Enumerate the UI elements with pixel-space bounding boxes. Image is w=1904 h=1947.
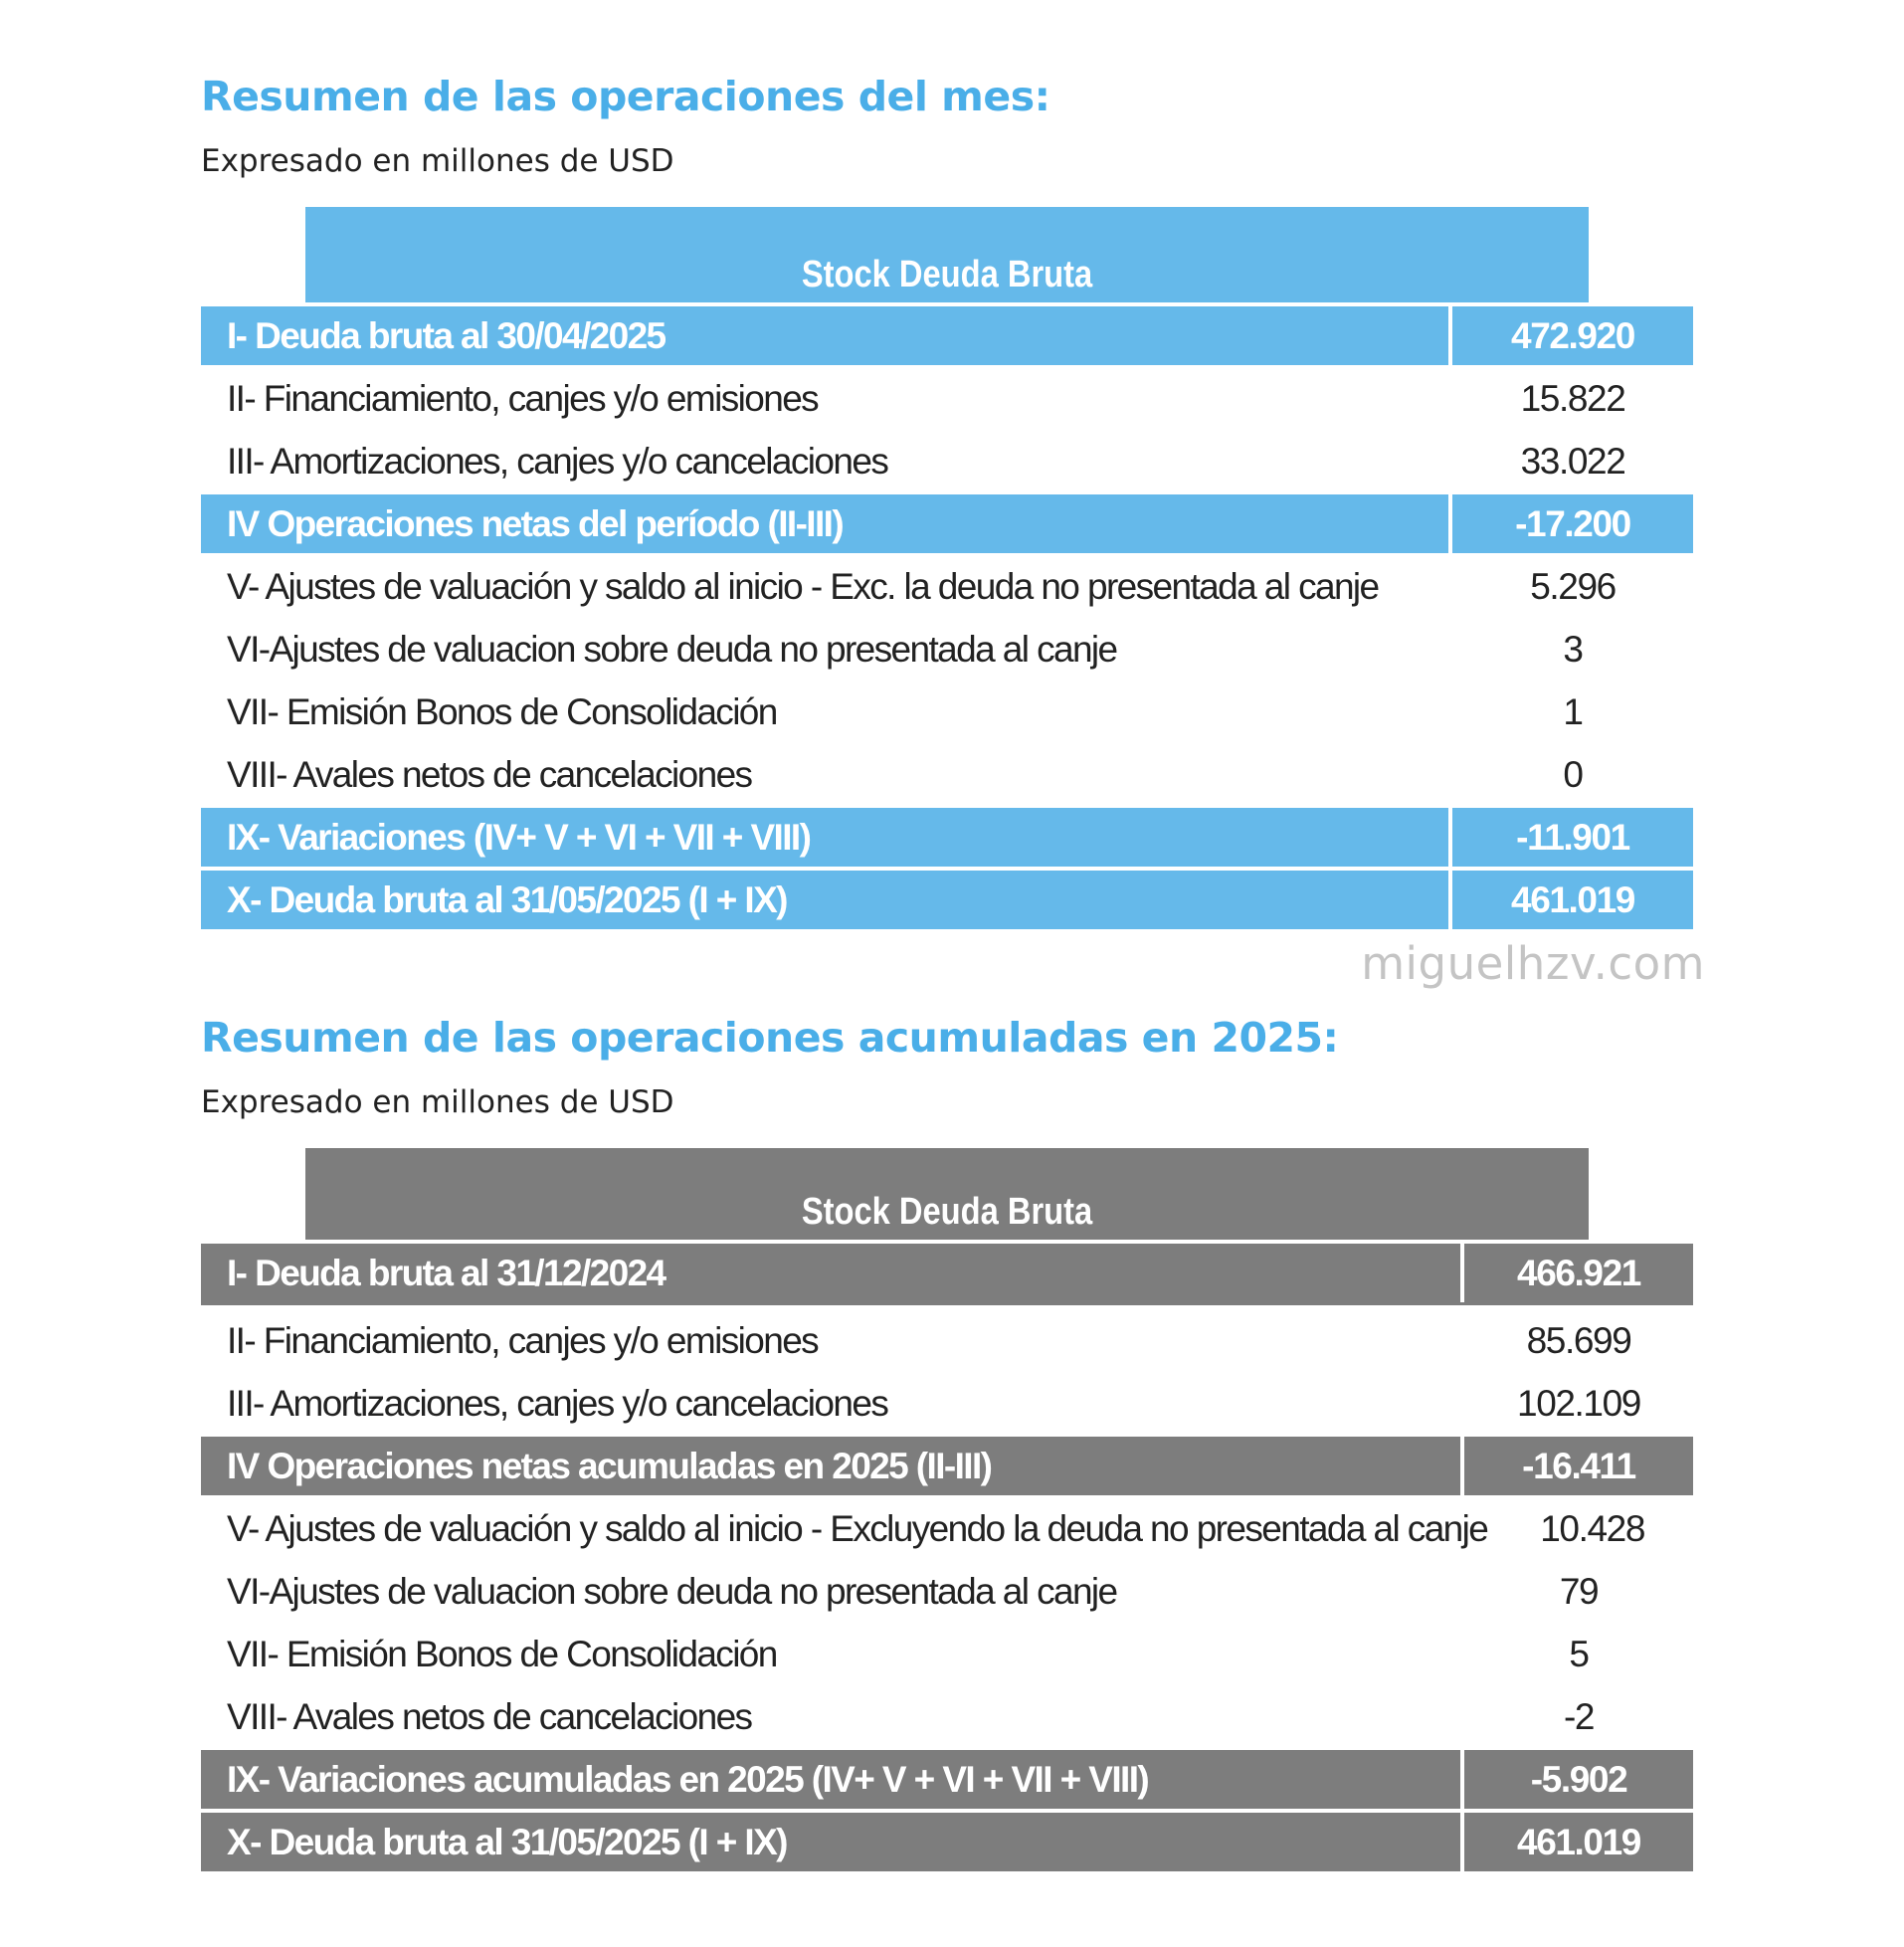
row-value: 5 — [1569, 1633, 1589, 1674]
table-row — [201, 1750, 1693, 1809]
row-label: VII- Emisión Bonos de Consolidación — [227, 690, 777, 732]
row-label: X- Deuda bruta al 31/05/2025 (I + IX) — [201, 1813, 1460, 1871]
row-value: 79 — [1559, 1570, 1599, 1612]
table-row — [201, 1562, 1693, 1621]
row-label: III- Amortizaciones, canjes y/o cancelaciones — [227, 1382, 888, 1424]
row-label: VIII- Avales netos de cancelaciones — [227, 1695, 752, 1737]
table-row — [201, 494, 1693, 553]
table-row — [201, 1244, 1693, 1305]
row-value: 5.296 — [1530, 565, 1616, 607]
row-label: VI-Ajustes de valuacion sobre deuda no presentada al canje — [227, 628, 1117, 670]
row-value: -5.902 — [1464, 1750, 1693, 1809]
row-label: IV Operaciones netas del período (II-III) — [201, 494, 1448, 553]
row-value: 33.022 — [1520, 440, 1625, 482]
row-value: 461.019 — [1452, 871, 1693, 929]
row-label: V- Ajustes de valuación y saldo al inicio - Exc. la deuda no presentada al canje — [227, 565, 1379, 607]
table-row — [201, 557, 1693, 616]
table-header: Stock Deuda Bruta — [305, 207, 1589, 302]
row-label: I- Deuda bruta al 31/12/2024 — [201, 1244, 1460, 1302]
table-row — [201, 306, 1693, 365]
row-label: II- Financiamiento, canjes y/o emisiones — [227, 377, 819, 419]
accumulated-units-subtitle: Expresado en millones de USD — [201, 1084, 674, 1120]
row-value: 10.428 — [1540, 1507, 1645, 1549]
table-row — [201, 620, 1693, 679]
row-value: -16.411 — [1464, 1437, 1693, 1495]
row-label: VIII- Avales netos de cancelaciones — [227, 753, 752, 795]
table-row — [201, 432, 1693, 490]
table-header: Stock Deuda Bruta — [305, 1148, 1589, 1240]
table-row — [201, 808, 1693, 867]
row-value: 15.822 — [1520, 377, 1625, 419]
table-row — [201, 1437, 1693, 1495]
row-label: IX- Variaciones (IV+ V + VI + VII + VIII) — [201, 808, 1448, 867]
row-label: VI-Ajustes de valuacion sobre deuda no presentada al canje — [227, 1570, 1117, 1612]
accumulated-debt-table — [201, 1148, 1693, 1871]
row-label: V- Ajustes de valuación y saldo al inicio - Excluyendo la deuda no presentada al canje — [227, 1507, 1488, 1549]
row-value: -11.901 — [1452, 808, 1693, 867]
row-label: III- Amortizaciones, canjes y/o cancelaciones — [227, 440, 888, 482]
table-row — [201, 1625, 1693, 1683]
row-value: 466.921 — [1464, 1244, 1693, 1302]
row-value: 1 — [1563, 690, 1583, 732]
monthly-debt-table — [201, 207, 1693, 929]
accumulated-summary-section — [201, 1003, 1693, 1875]
table-row — [201, 1813, 1693, 1871]
table-row — [201, 871, 1693, 929]
table-row — [201, 745, 1693, 804]
row-value: 0 — [1563, 753, 1583, 795]
monthly-summary-section — [201, 62, 1693, 933]
row-label: X- Deuda bruta al 31/05/2025 (I + IX) — [201, 871, 1448, 929]
watermark: miguelhzv.com — [1361, 937, 1705, 990]
row-label: VII- Emisión Bonos de Consolidación — [227, 1633, 777, 1674]
table-row — [201, 682, 1693, 741]
row-value: 472.920 — [1452, 306, 1693, 365]
table-row — [201, 369, 1693, 428]
monthly-units-subtitle: Expresado en millones de USD — [201, 143, 674, 179]
table-row — [201, 1499, 1693, 1558]
table-row — [201, 1311, 1693, 1370]
row-value: -2 — [1563, 1695, 1595, 1737]
table-row — [201, 1687, 1693, 1746]
row-label: I- Deuda bruta al 30/04/2025 — [201, 306, 1448, 365]
row-value: 102.109 — [1517, 1382, 1640, 1424]
row-label: IX- Variaciones acumuladas en 2025 (IV+ V + VI + VII + VIII) — [201, 1750, 1460, 1809]
row-value: 85.699 — [1526, 1319, 1631, 1361]
table-row — [201, 1374, 1693, 1433]
row-label: II- Financiamiento, canjes y/o emisiones — [227, 1319, 819, 1361]
row-value: -17.200 — [1452, 494, 1693, 553]
row-value: 461.019 — [1464, 1813, 1693, 1871]
monthly-summary-title: Resumen de las operaciones del mes: — [201, 73, 1050, 120]
row-value: 3 — [1563, 628, 1583, 670]
accumulated-summary-title: Resumen de las operaciones acumuladas en 2025: — [201, 1014, 1339, 1062]
row-label: IV Operaciones netas acumuladas en 2025 (II-III) — [201, 1437, 1460, 1495]
